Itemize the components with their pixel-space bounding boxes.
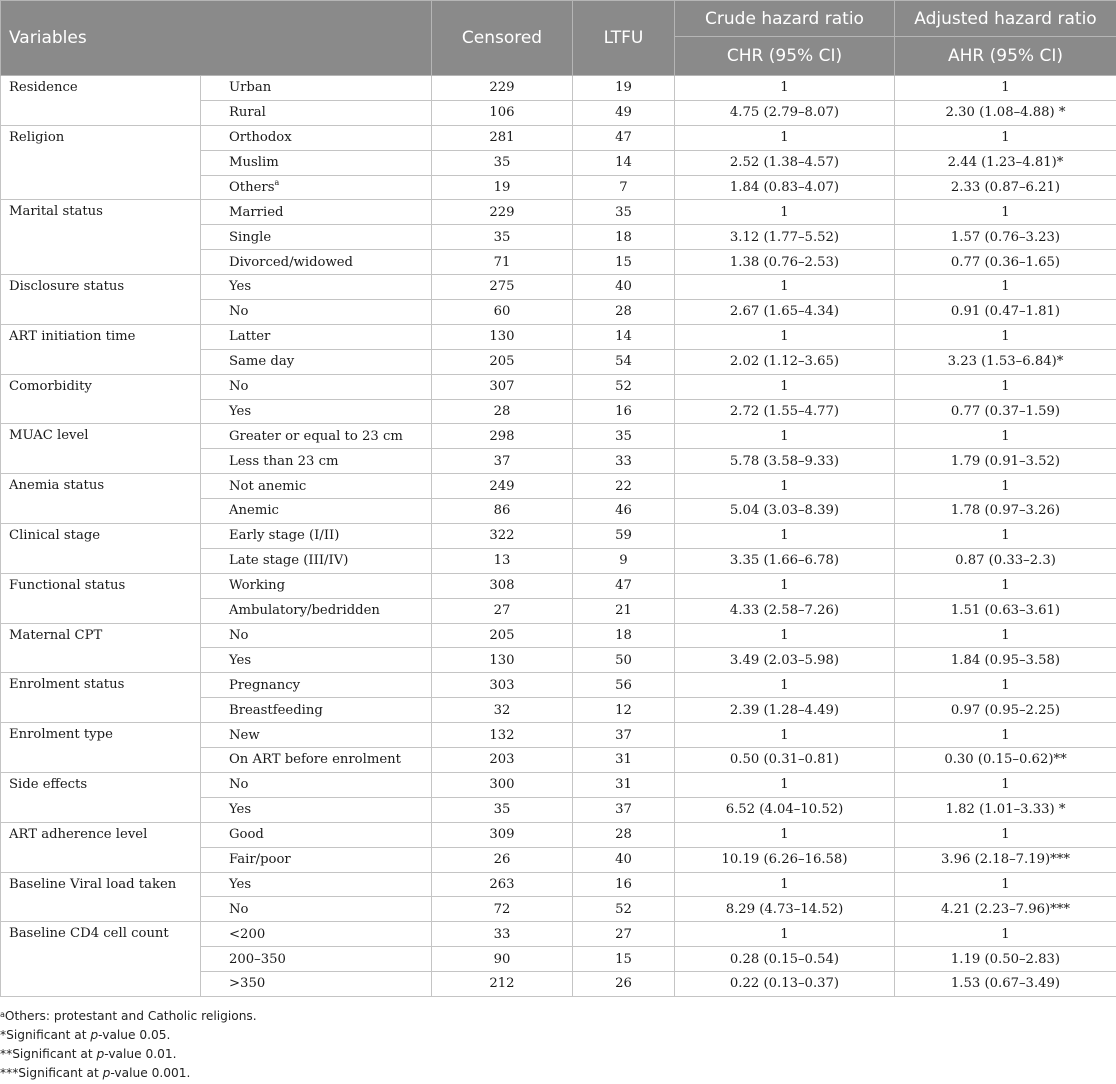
censored-cell: 212 [432,972,573,997]
chr-cell: 1 [675,474,895,499]
ahr-cell: 0.30 (0.15–0.62)** [895,748,1116,773]
level-label: Ambulatory/bedridden [229,603,380,619]
ahr-cell: 1 [895,723,1116,748]
ltfu-cell: 14 [573,324,675,349]
level-cell [201,125,432,150]
level-label: Yes [229,652,252,668]
chr-cell: 1 [675,524,895,549]
level-cell [201,623,432,648]
level-cell [201,947,432,972]
level-label: Breastfeeding [229,702,323,718]
table-row [1,872,1116,897]
chr-cell: 1 [675,424,895,449]
table-row [1,524,1116,549]
footnote-p-suffix: -value [110,1066,148,1080]
censored-cell: 35 [432,225,573,250]
level-label: >350 [229,976,266,992]
level-label: Late stage (III/IV) [229,553,349,569]
censored-cell: 130 [432,648,573,673]
level-cell [201,723,432,748]
chr-cell: 1 [675,374,895,399]
censored-cell: 308 [432,573,573,598]
ltfu-cell: 28 [573,300,675,325]
level-cell [201,748,432,773]
table-row [1,76,1116,101]
level-label: Greater or equal to 23 cm [229,428,403,444]
chr-cell: 2.67 (1.65–4.34) [675,300,895,325]
header-variables: Variables [1,1,432,76]
header-ltfu: LTFU [573,1,675,76]
table-row [1,275,1116,300]
level-cell [201,150,432,175]
footnote-a [0,1007,257,1026]
ahr-cell: 4.21 (2.23–7.96)*** [895,897,1116,922]
censored-cell: 322 [432,524,573,549]
ltfu-cell: 18 [573,225,675,250]
table-body [1,76,1116,997]
ltfu-cell: 52 [573,374,675,399]
ltfu-cell: 15 [573,250,675,275]
ltfu-cell: 37 [573,797,675,822]
ahr-cell: 1 [895,573,1116,598]
level-cell [201,922,432,947]
variable-cell: ART adherence level [1,822,201,872]
chr-cell: 1 [675,623,895,648]
header-chr: CHR (95% CI) [675,37,895,76]
chr-cell: 1 [675,76,895,101]
level-label: Yes [229,802,252,818]
level-label: Single [229,229,272,245]
censored-cell: 275 [432,275,573,300]
censored-cell: 35 [432,797,573,822]
level-cell [201,300,432,325]
level-label: No [229,379,249,395]
level-cell [201,673,432,698]
level-label: Not anemic [229,478,307,494]
ahr-cell: 0.87 (0.33–2.3) [895,548,1116,573]
footnote-significance-2 [0,1045,257,1064]
chr-cell: 1 [675,573,895,598]
ltfu-cell: 16 [573,399,675,424]
chr-cell: 1 [675,125,895,150]
level-cell [201,449,432,474]
variable-cell: ART initiation time [1,324,201,374]
ahr-cell: 1.19 (0.50–2.83) [895,947,1116,972]
level-cell [201,972,432,997]
footnote-marker: a [274,177,280,187]
ahr-cell: 1.78 (0.97–3.26) [895,499,1116,524]
footnote-p-suffix: -value [104,1047,142,1061]
level-label: Working [229,578,286,594]
table-row [1,822,1116,847]
chr-cell: 1.38 (0.76–2.53) [675,250,895,275]
ahr-cell: 1 [895,822,1116,847]
chr-cell: 0.50 (0.31–0.81) [675,748,895,773]
level-label: Others [229,179,275,195]
censored-cell: 86 [432,499,573,524]
level-label: Urban [229,80,272,96]
level-label: Yes [229,403,252,419]
ltfu-cell: 40 [573,275,675,300]
header-ahr: AHR (95% CI) [895,37,1116,76]
level-cell [201,897,432,922]
table-row [1,772,1116,797]
censored-cell: 281 [432,125,573,150]
ahr-cell: 1 [895,922,1116,947]
footnote-p: p [102,1066,111,1080]
variable-cell: Enrolment type [1,723,201,773]
level-cell [201,175,432,200]
table-row [1,200,1116,225]
chr-cell: 2.52 (1.38–4.57) [675,150,895,175]
ltfu-cell: 21 [573,598,675,623]
level-label: Muslim [229,155,279,171]
footnote-label: *Significant at [0,1028,91,1042]
footnote-a-marker: a [0,1010,5,1019]
header-crude: Crude hazard ratio [675,1,895,37]
ahr-cell: 3.96 (2.18–7.19)*** [895,847,1116,872]
chr-cell: 10.19 (6.26–16.58) [675,847,895,872]
ahr-cell: 1.57 (0.76–3.23) [895,225,1116,250]
ltfu-cell: 9 [573,548,675,573]
level-label: 200–350 [229,951,286,967]
level-cell [201,548,432,573]
ahr-cell: 1.84 (0.95–3.58) [895,648,1116,673]
level-label: Yes [229,279,252,295]
chr-cell: 4.33 (2.58–7.26) [675,598,895,623]
footnote-value: 0.01. [145,1047,177,1061]
level-cell [201,698,432,723]
footnote-p-suffix: -value [98,1028,136,1042]
table-row [1,374,1116,399]
censored-cell: 33 [432,922,573,947]
level-cell [201,772,432,797]
ltfu-cell: 7 [573,175,675,200]
variable-cell: Religion [1,125,201,200]
ahr-cell: 1 [895,524,1116,549]
ahr-cell: 1 [895,474,1116,499]
level-label: New [229,727,260,743]
table-row [1,673,1116,698]
variable-cell: Baseline Viral load taken [1,872,201,922]
chr-cell: 1.84 (0.83–4.07) [675,175,895,200]
level-cell [201,872,432,897]
ltfu-cell: 31 [573,772,675,797]
censored-cell: 229 [432,200,573,225]
table-row [1,324,1116,349]
header-adjusted: Adjusted hazard ratio [895,1,1116,37]
table-row [1,723,1116,748]
level-cell [201,797,432,822]
footnote-p: p [90,1028,99,1042]
variable-cell: Comorbidity [1,374,201,424]
level-cell [201,250,432,275]
ltfu-cell: 22 [573,474,675,499]
ltfu-cell: 50 [573,648,675,673]
censored-cell: 300 [432,772,573,797]
variable-cell: Maternal CPT [1,623,201,673]
ltfu-cell: 49 [573,100,675,125]
censored-cell: 19 [432,175,573,200]
table-row [1,922,1116,947]
level-label: Less than 23 cm [229,453,339,469]
variable-cell: Functional status [1,573,201,623]
variable-cell: Marital status [1,200,201,275]
ltfu-cell: 19 [573,76,675,101]
ltfu-cell: 35 [573,424,675,449]
ahr-cell: 1 [895,324,1116,349]
ltfu-cell: 47 [573,573,675,598]
censored-cell: 249 [432,474,573,499]
level-cell [201,349,432,374]
chr-cell: 1 [675,275,895,300]
variable-cell: Clinical stage [1,524,201,574]
level-label: Married [229,204,284,220]
ahr-cell: 2.44 (1.23–4.81)* [895,150,1116,175]
level-cell [201,847,432,872]
chr-cell: 3.35 (1.66–6.78) [675,548,895,573]
footnote-label: **Significant at [0,1047,97,1061]
ltfu-cell: 35 [573,200,675,225]
ahr-cell: 1 [895,623,1116,648]
ltfu-cell: 12 [573,698,675,723]
table-row [1,474,1116,499]
footnote-a-text: Others: protestant and Catholic religions. [4,1009,257,1023]
level-label: Orthodox [229,130,292,146]
ahr-cell: 1 [895,424,1116,449]
ahr-cell: 1 [895,673,1116,698]
chr-cell: 1 [675,673,895,698]
level-label: Same day [229,354,295,370]
level-cell [201,225,432,250]
ltfu-cell: 54 [573,349,675,374]
variable-cell: Anemia status [1,474,201,524]
level-cell [201,324,432,349]
censored-cell: 13 [432,548,573,573]
ltfu-cell: 52 [573,897,675,922]
level-label: Latter [229,329,271,345]
table-header [1,1,1116,76]
level-cell [201,822,432,847]
level-cell [201,474,432,499]
ltfu-cell: 59 [573,524,675,549]
chr-cell: 1 [675,772,895,797]
chr-cell: 2.39 (1.28–4.49) [675,698,895,723]
chr-cell: 1 [675,723,895,748]
table-row [1,573,1116,598]
ltfu-cell: 28 [573,822,675,847]
ltfu-cell: 37 [573,723,675,748]
level-label: Good [229,827,264,843]
level-cell [201,200,432,225]
ltfu-cell: 56 [573,673,675,698]
ltfu-cell: 15 [573,947,675,972]
ahr-cell: 1.82 (1.01–3.33) * [895,797,1116,822]
level-label: Pregnancy [229,677,301,693]
ahr-cell: 1 [895,275,1116,300]
chr-cell: 2.72 (1.55–4.77) [675,399,895,424]
level-cell [201,573,432,598]
level-label: On ART before enrolment [229,752,401,768]
ahr-cell: 1 [895,76,1116,101]
ahr-cell: 1.79 (0.91–3.52) [895,449,1116,474]
ltfu-cell: 14 [573,150,675,175]
ahr-cell: 1 [895,200,1116,225]
level-label: No [229,777,249,793]
ahr-cell: 1.53 (0.67–3.49) [895,972,1116,997]
level-cell [201,499,432,524]
level-cell [201,374,432,399]
censored-cell: 26 [432,847,573,872]
censored-cell: 72 [432,897,573,922]
chr-cell: 1 [675,922,895,947]
footnote-significance-3 [0,1064,257,1083]
chr-cell: 1 [675,200,895,225]
ahr-cell: 2.33 (0.87–6.21) [895,175,1116,200]
chr-cell: 2.02 (1.12–3.65) [675,349,895,374]
chr-cell: 5.04 (3.03–8.39) [675,499,895,524]
ltfu-cell: 33 [573,449,675,474]
chr-cell: 1 [675,872,895,897]
level-cell [201,424,432,449]
chr-cell: 3.12 (1.77–5.52) [675,225,895,250]
censored-cell: 298 [432,424,573,449]
ahr-cell: 0.97 (0.95–2.25) [895,698,1116,723]
censored-cell: 303 [432,673,573,698]
level-label: Anemic [229,503,279,519]
level-label: No [229,901,249,917]
table-row [1,623,1116,648]
ltfu-cell: 40 [573,847,675,872]
ahr-cell: 0.77 (0.37–1.59) [895,399,1116,424]
chr-cell: 0.28 (0.15–0.54) [675,947,895,972]
footnote-value: 0.05. [139,1028,171,1042]
censored-cell: 307 [432,374,573,399]
footnotes [0,1007,257,1083]
ahr-cell: 2.30 (1.08–4.88) * [895,100,1116,125]
ltfu-cell: 46 [573,499,675,524]
censored-cell: 205 [432,623,573,648]
ahr-cell: 3.23 (1.53–6.84)* [895,349,1116,374]
ahr-cell: 1 [895,125,1116,150]
table-row [1,424,1116,449]
level-cell [201,598,432,623]
ahr-cell: 0.91 (0.47–1.81) [895,300,1116,325]
level-cell [201,648,432,673]
censored-cell: 90 [432,947,573,972]
censored-cell: 28 [432,399,573,424]
chr-cell: 6.52 (4.04–10.52) [675,797,895,822]
chr-cell: 5.78 (3.58–9.33) [675,449,895,474]
censored-cell: 106 [432,100,573,125]
variable-cell: Residence [1,76,201,126]
footnote-label: ***Significant at [0,1066,103,1080]
ahr-cell: 1 [895,772,1116,797]
ahr-cell: 1.51 (0.63–3.61) [895,598,1116,623]
ltfu-cell: 18 [573,623,675,648]
censored-cell: 35 [432,150,573,175]
level-label: No [229,304,249,320]
censored-cell: 205 [432,349,573,374]
level-label: Rural [229,105,266,121]
level-cell [201,76,432,101]
variable-cell: Disclosure status [1,275,201,325]
chr-cell: 3.49 (2.03–5.98) [675,648,895,673]
censored-cell: 229 [432,76,573,101]
censored-cell: 37 [432,449,573,474]
level-cell [201,524,432,549]
censored-cell: 71 [432,250,573,275]
level-label: No [229,627,249,643]
footnote-value: 0.001. [151,1066,191,1080]
ahr-cell: 1 [895,374,1116,399]
censored-cell: 263 [432,872,573,897]
ltfu-cell: 27 [573,922,675,947]
chr-cell: 0.22 (0.13–0.37) [675,972,895,997]
level-label: Yes [229,876,252,892]
censored-cell: 130 [432,324,573,349]
ltfu-cell: 47 [573,125,675,150]
variable-cell: MUAC level [1,424,201,474]
level-label: <200 [229,926,266,942]
ltfu-cell: 31 [573,748,675,773]
chr-cell: 8.29 (4.73–14.52) [675,897,895,922]
chr-cell: 1 [675,822,895,847]
chr-cell: 1 [675,324,895,349]
variable-cell: Enrolment status [1,673,201,723]
level-cell [201,399,432,424]
censored-cell: 203 [432,748,573,773]
footnote-p: p [96,1047,105,1061]
variable-cell: Baseline CD4 cell count [1,922,201,997]
censored-cell: 32 [432,698,573,723]
ahr-cell: 1 [895,872,1116,897]
footnote-significance-1 [0,1026,257,1045]
table-row [1,125,1116,150]
ltfu-cell: 26 [573,972,675,997]
variable-cell: Side effects [1,772,201,822]
censored-cell: 60 [432,300,573,325]
censored-cell: 309 [432,822,573,847]
ahr-cell: 0.77 (0.36–1.65) [895,250,1116,275]
level-label: Fair/poor [229,851,291,867]
ltfu-cell: 16 [573,872,675,897]
level-label: Early stage (I/II) [229,528,340,544]
censored-cell: 27 [432,598,573,623]
header-censored: Censored [432,1,573,76]
level-cell [201,100,432,125]
level-label: Divorced/widowed [229,254,353,270]
level-cell [201,275,432,300]
censored-cell: 132 [432,723,573,748]
chr-cell: 4.75 (2.79–8.07) [675,100,895,125]
